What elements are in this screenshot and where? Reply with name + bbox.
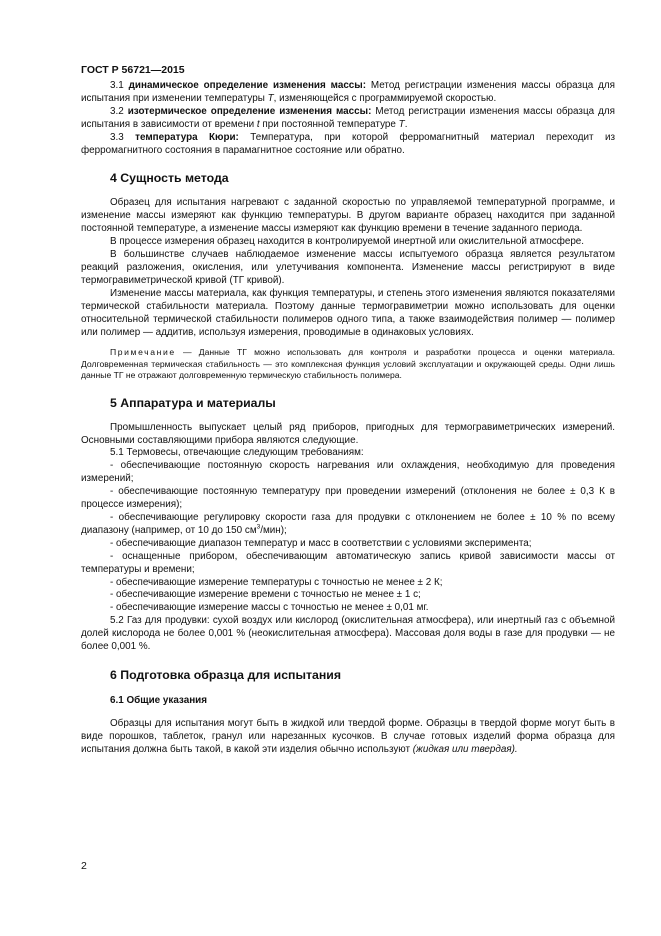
section-4-paragraph: Изменение массы материала, как функция температуры, и степень этого изменения являются показателями термической стабильности материала. Поэтому данные термогравиметрии можно использовать для оценки относительной термической стабильности полимеров одного типа, а также взаимодействия полимер — полимер или полимер — аддитив, используя измерения, проводимые в одинаковых условиях. (81, 287, 615, 338)
section-4-paragraph: В большинстве случаев наблюдаемое изменение массы испытуемого образца является результатом реакций разложения, окисления, или улетучивания компонента. Изменение массы регистрируют в виде термогравиметрической кривой (ТГ кривой). (81, 249, 615, 286)
requirement-item: - оснащенные прибором, обеспечивающим автоматическую запись кривой зависимости массы от температуры и времени; (81, 550, 615, 575)
document-header-code: ГОСТ Р 56721—2015 (81, 64, 185, 76)
section-6-paragraph: Образцы для испытания могут быть в жидкой или твердой форме. Образцы в твердой форме могут быть в виде порошков, таблеток, гранул или нарезанных кусочков. В случае готовых изделий форма образца для испытания должна быть такой, в какой эти изделия обычно используют (жидкая или твердая). (81, 717, 615, 755)
subsection-6-1-title: 6.1 Общие указания (110, 694, 208, 706)
section-4-note: Примечание — Данные ТГ можно использовать для контроля и разработки процесса и оценки материала. Долговременная термическая стабильность — это комплексная функция условий эксплуатации и окружающей среды. Одни лишь данные ТГ не отражают долговременную термическую стабильность полимера. (81, 347, 615, 381)
definition-3-2: 3.2 изотермическое определение изменения массы: Метод регистрации изменения массы образца для испытания в зависимости от времени t при постоянной температуре T. (81, 105, 615, 130)
section-4-paragraph: Образец для испытания нагревают с заданной скоростью по управляемой температурной программе, и изменение массы измеряют как функцию температуры. В другом варианте образец находится при заданной постоянной температуре, а изменение массы измеряют как функцию времени в течение заданного периода. (81, 197, 615, 235)
section-6-title: 6 Подготовка образца для испытания (110, 667, 341, 682)
definition-3-3: 3.3 температура Кюри: Температура, при которой ферромагнитный материал переходит из ферромагнитного состояния в парамагнитное состояние или обратно. (81, 131, 616, 156)
requirement-item: - обеспечивающие диапазон температур и масс в соответствии с условиями эксперимента; (110, 537, 532, 549)
section-5-title: 5 Аппаратура и материалы (110, 395, 276, 410)
requirement-item: - обеспечивающие регулировку скорости газа для продувки с отклонением не более ± 10 % по всему диапазону (например, от 10 до 150 $см^3/мин$); (81, 511, 615, 536)
definition-3-1: 3.1 динамическое определение изменения массы: Метод регистрации изменения массы образца для испытания при изменении температуры T, изменяющейся с программируемой скоростью. (81, 80, 615, 104)
note-label: Примечание (110, 347, 176, 358)
clause-5-2: 5.2 Газ для продувки: сухой воздух или кислород (окислительная атмосфера), или инертный газ с объемной долей кислорода не более 0,001 % (неокислительная атмосфера). Массовая доля воды в газе для продувки — не более 0,001 %. (81, 615, 615, 653)
section-4-title: 4 Сущность метода (110, 171, 229, 186)
requirement-item: - обеспечивающие постоянную температуру при проведении измерений (отклонения не более ± 0,3 К в процессе измерения); (81, 486, 615, 511)
section-5-intro: Промышленность выпускает целый ряд приборов, пригодных для термогравиметрических измерений. Основными составляющими прибора являются следующие. (81, 421, 615, 446)
clause-5-1: 5.1 Термовесы, отвечающие следующим требованиям: (110, 447, 364, 459)
page-number: 2 (81, 860, 87, 872)
requirement-item: - обеспечивающие измерение времени с точностью не менее ± 1 с; (110, 589, 421, 601)
requirement-item: - обеспечивающие постоянную скорость нагревания или охлаждения, необходимую для проведения измерений; (81, 460, 615, 485)
requirement-item: - обеспечивающие измерение массы с точностью не менее ± 0,01 мг. (110, 602, 429, 614)
document-body (81, 80, 615, 757)
section-4-paragraph: В процессе измерения образец находится в контролируемой инертной или окислительной атмосфере. (110, 236, 585, 248)
requirement-item: - обеспечивающие измерение температуры с точностью не менее ± 2 К; (110, 576, 443, 588)
